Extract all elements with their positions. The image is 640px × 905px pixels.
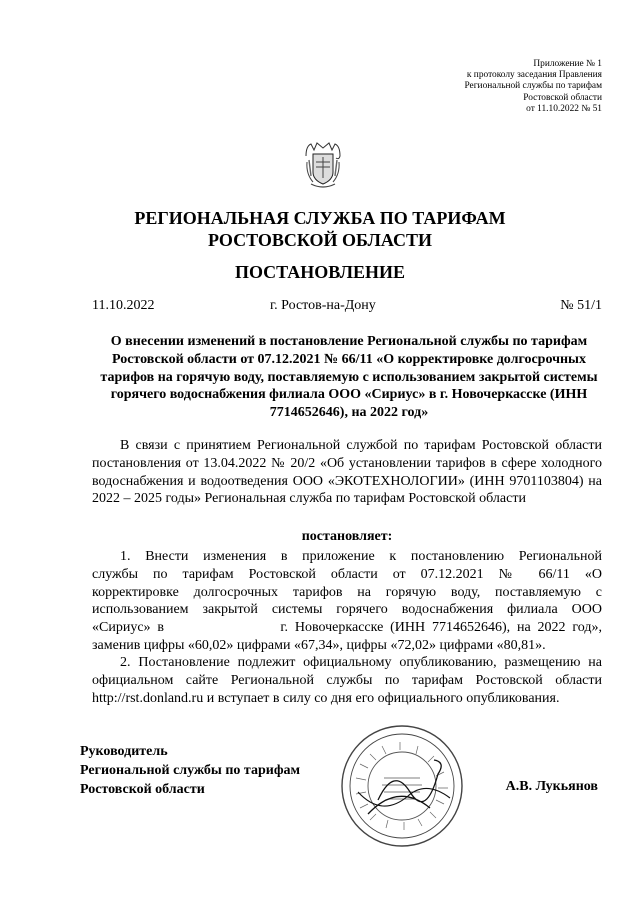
item-1-line: использованием закрытой системы горячего водоснабжения филиала ООО — [92, 602, 602, 618]
official-seal-stamp — [338, 722, 466, 850]
annex-line: Ростовской области — [523, 92, 602, 103]
document-meta — [92, 297, 602, 315]
organization-name — [60, 207, 580, 251]
document-date: 11.10.2022 — [92, 298, 155, 313]
preamble-paragraph: В связи с принятием Региональной службой по тарифам Ростовской области постановления от 13.04.2022 № 20/2 «Об установлении тарифов в сфере холодного водоснабжения и водоотведения ООО «ЭКОТЕХНОЛОГИИ» (ИНН 9701103804) на 2022 – 2025 годы» Региональная служба по тарифам Ростовской области — [92, 438, 602, 507]
annex-reference — [402, 59, 602, 115]
signatory-title — [80, 742, 380, 799]
annex-line: Приложение № 1 — [533, 59, 602, 69]
item-1-line: 1. Внести изменения в приложение к постановлению Региональной — [120, 549, 602, 564]
signatory-title-line: Региональной службы по тарифам — [80, 763, 301, 778]
item-1-line: службы по тарифам Ростовской области от 07.12.2021 № 66/11 «О — [92, 566, 602, 582]
item-1-line: заменив цифры «60,02» цифрами «67,34», цифры «72,02» цифрами «80,81». — [92, 637, 546, 653]
item-1-line: «Сириус» в г. Новочеркасске (ИНН 7714652646), на 2022 год», — [92, 620, 602, 636]
document-subject: О внесении изменений в постановление Региональной службы по тарифам Ростовской области от 07.12.2021 № 66/11 «О корректировке долгосрочных тарифов на горячую воду, поставляемую с использованием закрытой системы горячего водоснабжения филиала ООО «Сириус» в г. Новочеркасске (ИНН 7714652646), на 2022 год» — [100, 334, 598, 421]
signatory-title-line: Ростовской области — [80, 782, 205, 797]
document-city: г. Ростов-на-Дону — [270, 298, 376, 313]
document-type: ПОСТАНОВЛЕНИЕ — [234, 262, 406, 282]
annex-line: Региональной службы по тарифам — [464, 81, 602, 92]
signatory-title-line: Руководитель — [80, 744, 168, 759]
annex-line: к протоколу заседания Правления — [466, 70, 602, 81]
org-line: РОСТОВСКОЙ ОБЛАСТИ — [208, 230, 432, 250]
coat-of-arms-icon — [303, 140, 343, 190]
item-1-paragraph — [92, 548, 602, 655]
item-1-line: корректировке долгосрочных тарифов на горячую воду, поставляемую с — [92, 584, 602, 600]
annex-line: от 11.10.2022 № 51 — [526, 103, 602, 114]
document-number: № 51/1 — [560, 298, 602, 313]
decree-word: постановляет: — [301, 529, 393, 544]
item-2-paragraph: 2. Постановление подлежит официальному опубликованию, размещению на официальном сайте Региональной службы по тарифам Ростовской области http://rst.donland.ru и вступает в силу со дня его официального опубликования. — [92, 655, 602, 706]
signatory-name: А.В. Лукьянов — [505, 779, 598, 794]
org-line: РЕГИОНАЛЬНАЯ СЛУЖБА ПО ТАРИФАМ — [134, 208, 506, 228]
